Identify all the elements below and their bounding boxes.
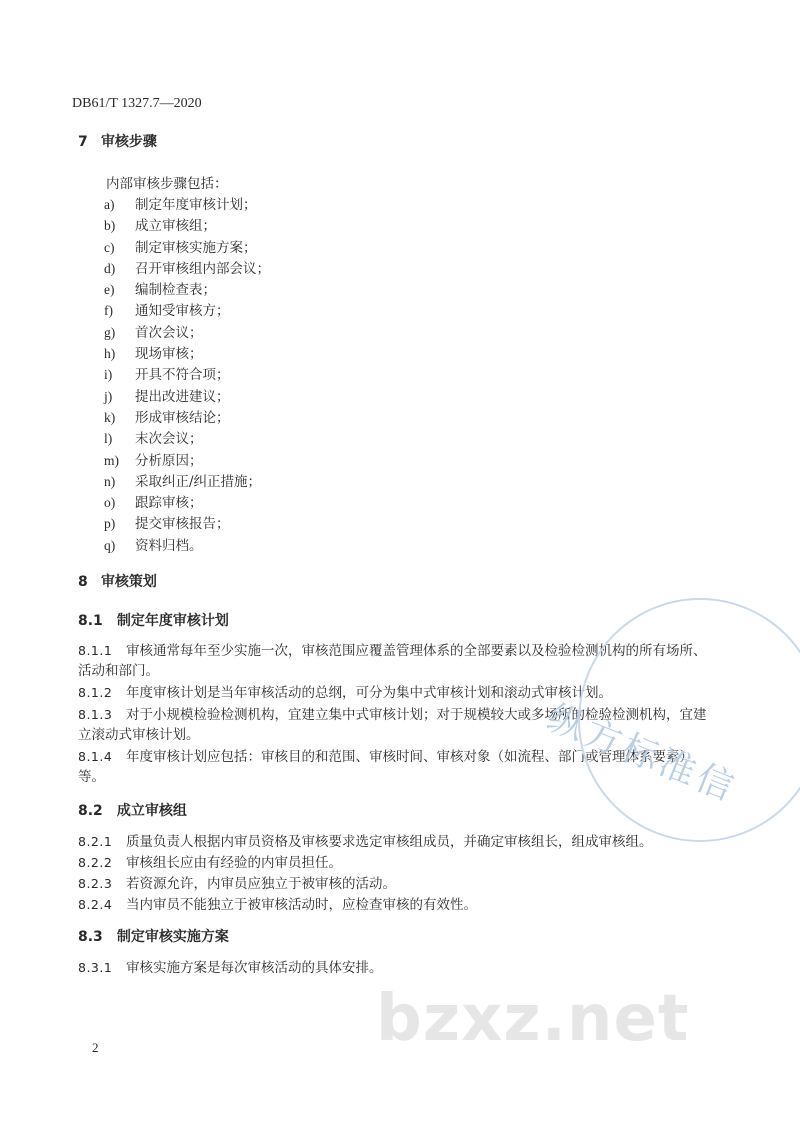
list-item (104, 407, 270, 428)
list-marker: d) (104, 260, 116, 276)
section-title: 审核策划 (100, 574, 157, 590)
list-item (104, 450, 270, 471)
list-text: 首次会议； (135, 324, 203, 341)
clause-number: 8.2.3 (78, 876, 113, 891)
list-item (104, 237, 270, 258)
clause-number: 8.1.3 (78, 707, 113, 722)
subsection-8-2-heading (78, 800, 187, 820)
clause-text: 当内审员不能独立于被审核活动时，应检查审核的有效性。 (126, 897, 477, 913)
steps-intro: 内部审核步骤包括： (106, 176, 228, 192)
watermark-site: bzxz.net (376, 982, 690, 1056)
list-item (104, 215, 270, 236)
clause-8-2-1 (78, 832, 710, 852)
list-marker: h) (104, 346, 116, 362)
list-marker: j) (104, 388, 113, 404)
list-marker: a) (104, 197, 115, 212)
list-text: 分析原因； (135, 452, 203, 469)
list-text: 资料归档。 (135, 537, 203, 554)
list-text: 形成审核结论； (135, 409, 230, 426)
list-marker: g) (104, 324, 116, 340)
clause-text: 质量负责人根据内审员资格及审核要求选定审核组成员，并确定审核组长，组成审核组。 (126, 834, 653, 850)
list-text: 开具不符合项； (135, 367, 230, 384)
list-text: 提出改进建议； (135, 388, 230, 405)
list-item (104, 492, 270, 513)
clause-text: 年度审核计划是当年审核活动的总纲，可分为集中式审核计划和滚动式审核计划。 (126, 685, 612, 701)
list-marker: e) (104, 282, 115, 298)
list-text: 现场审核； (135, 346, 203, 363)
list-marker: m) (104, 452, 119, 468)
list-marker: c) (104, 239, 115, 255)
clause-8-2-3 (78, 874, 710, 894)
subsection-title: 制定年度审核计划 (116, 613, 229, 629)
subsection-8-3-heading (78, 926, 229, 946)
clause-text: 对于小规模检验检测机构，宜建立集中式审核计划；对于规模较大或多场所的检验检测机构，宜建立滚动式审核计划。 (78, 707, 707, 743)
clause-text: 审核通常每年至少实施一次，审核范围应覆盖管理体系的全部要素以及检验检测机构的所有场所、活动和部门。 (78, 643, 707, 679)
list-text: 提交审核报告； (135, 516, 230, 533)
audit-steps-list (104, 194, 270, 556)
list-marker: l) (104, 431, 113, 447)
clause-text: 若资源允许，内审员应独立于被审核的活动。 (126, 876, 396, 892)
section-number: 7 (78, 134, 88, 150)
list-item (104, 322, 270, 343)
list-item (104, 471, 270, 492)
clause-number: 8.2.4 (78, 897, 113, 912)
list-text: 召开审核组内部会议； (135, 260, 270, 277)
list-marker: n) (104, 473, 116, 489)
subsection-title: 成立审核组 (116, 803, 187, 819)
clause-number: 8.2.2 (78, 855, 113, 870)
list-text: 通知受审核方； (135, 303, 230, 320)
section-8-heading (78, 571, 157, 591)
clause-8-2-4 (78, 895, 710, 915)
clause-number: 8.1.2 (78, 685, 113, 700)
list-marker: p) (104, 516, 116, 532)
clause-text: 审核组长应由有经验的内审员担任。 (126, 855, 342, 871)
subsection-title: 制定审核实施方案 (116, 929, 229, 945)
subsection-number: 8.3 (78, 929, 103, 945)
section-title: 审核步骤 (100, 134, 157, 150)
list-item (104, 194, 270, 215)
subsection-8-1-heading (78, 610, 229, 630)
list-marker: f) (104, 303, 113, 319)
list-text: 跟踪审核； (135, 495, 203, 512)
list-text: 编制检查表； (135, 282, 216, 299)
subsection-number: 8.2 (78, 803, 103, 819)
list-text: 成立审核组； (135, 218, 216, 235)
clause-number: 8.3.1 (78, 960, 113, 975)
watermark-diagonal: 纵方标准信 (541, 697, 743, 811)
list-item (104, 364, 270, 385)
document-code: DB61/T 1327.7—2020 (72, 96, 202, 111)
list-item (104, 258, 270, 279)
list-item (104, 300, 270, 321)
list-text: 末次会议； (135, 431, 203, 448)
clause-text: 审核实施方案是每次审核活动的具体安排。 (126, 960, 383, 976)
list-item (104, 386, 270, 407)
list-marker: k) (104, 409, 116, 425)
page-number: 2 (92, 1040, 99, 1055)
section-number: 8 (78, 574, 88, 590)
list-marker: i) (104, 367, 113, 383)
clause-8-2-2 (78, 853, 710, 873)
list-item (104, 513, 270, 534)
list-marker: o) (104, 495, 116, 511)
list-item (104, 343, 270, 364)
subsection-number: 8.1 (78, 613, 103, 629)
list-item (104, 428, 270, 449)
list-text: 采取纠正/纠正措施； (135, 473, 262, 490)
list-text: 制定审核实施方案； (135, 239, 257, 256)
clause-number: 8.1.4 (78, 749, 113, 764)
list-text: 制定年度审核计划； (135, 197, 257, 213)
list-marker: b) (104, 218, 116, 234)
section-7-heading (78, 131, 157, 151)
list-marker: q) (104, 537, 116, 553)
clause-text: 年度审核计划应包括：审核目的和范围、审核时间、审核对象（如流程、部门或管理体系要素）等。 (78, 749, 693, 785)
list-item (104, 279, 270, 300)
clause-number: 8.1.1 (78, 643, 113, 658)
clause-8-3-1 (78, 958, 710, 978)
clause-number: 8.2.1 (78, 834, 113, 849)
list-item (104, 535, 270, 556)
